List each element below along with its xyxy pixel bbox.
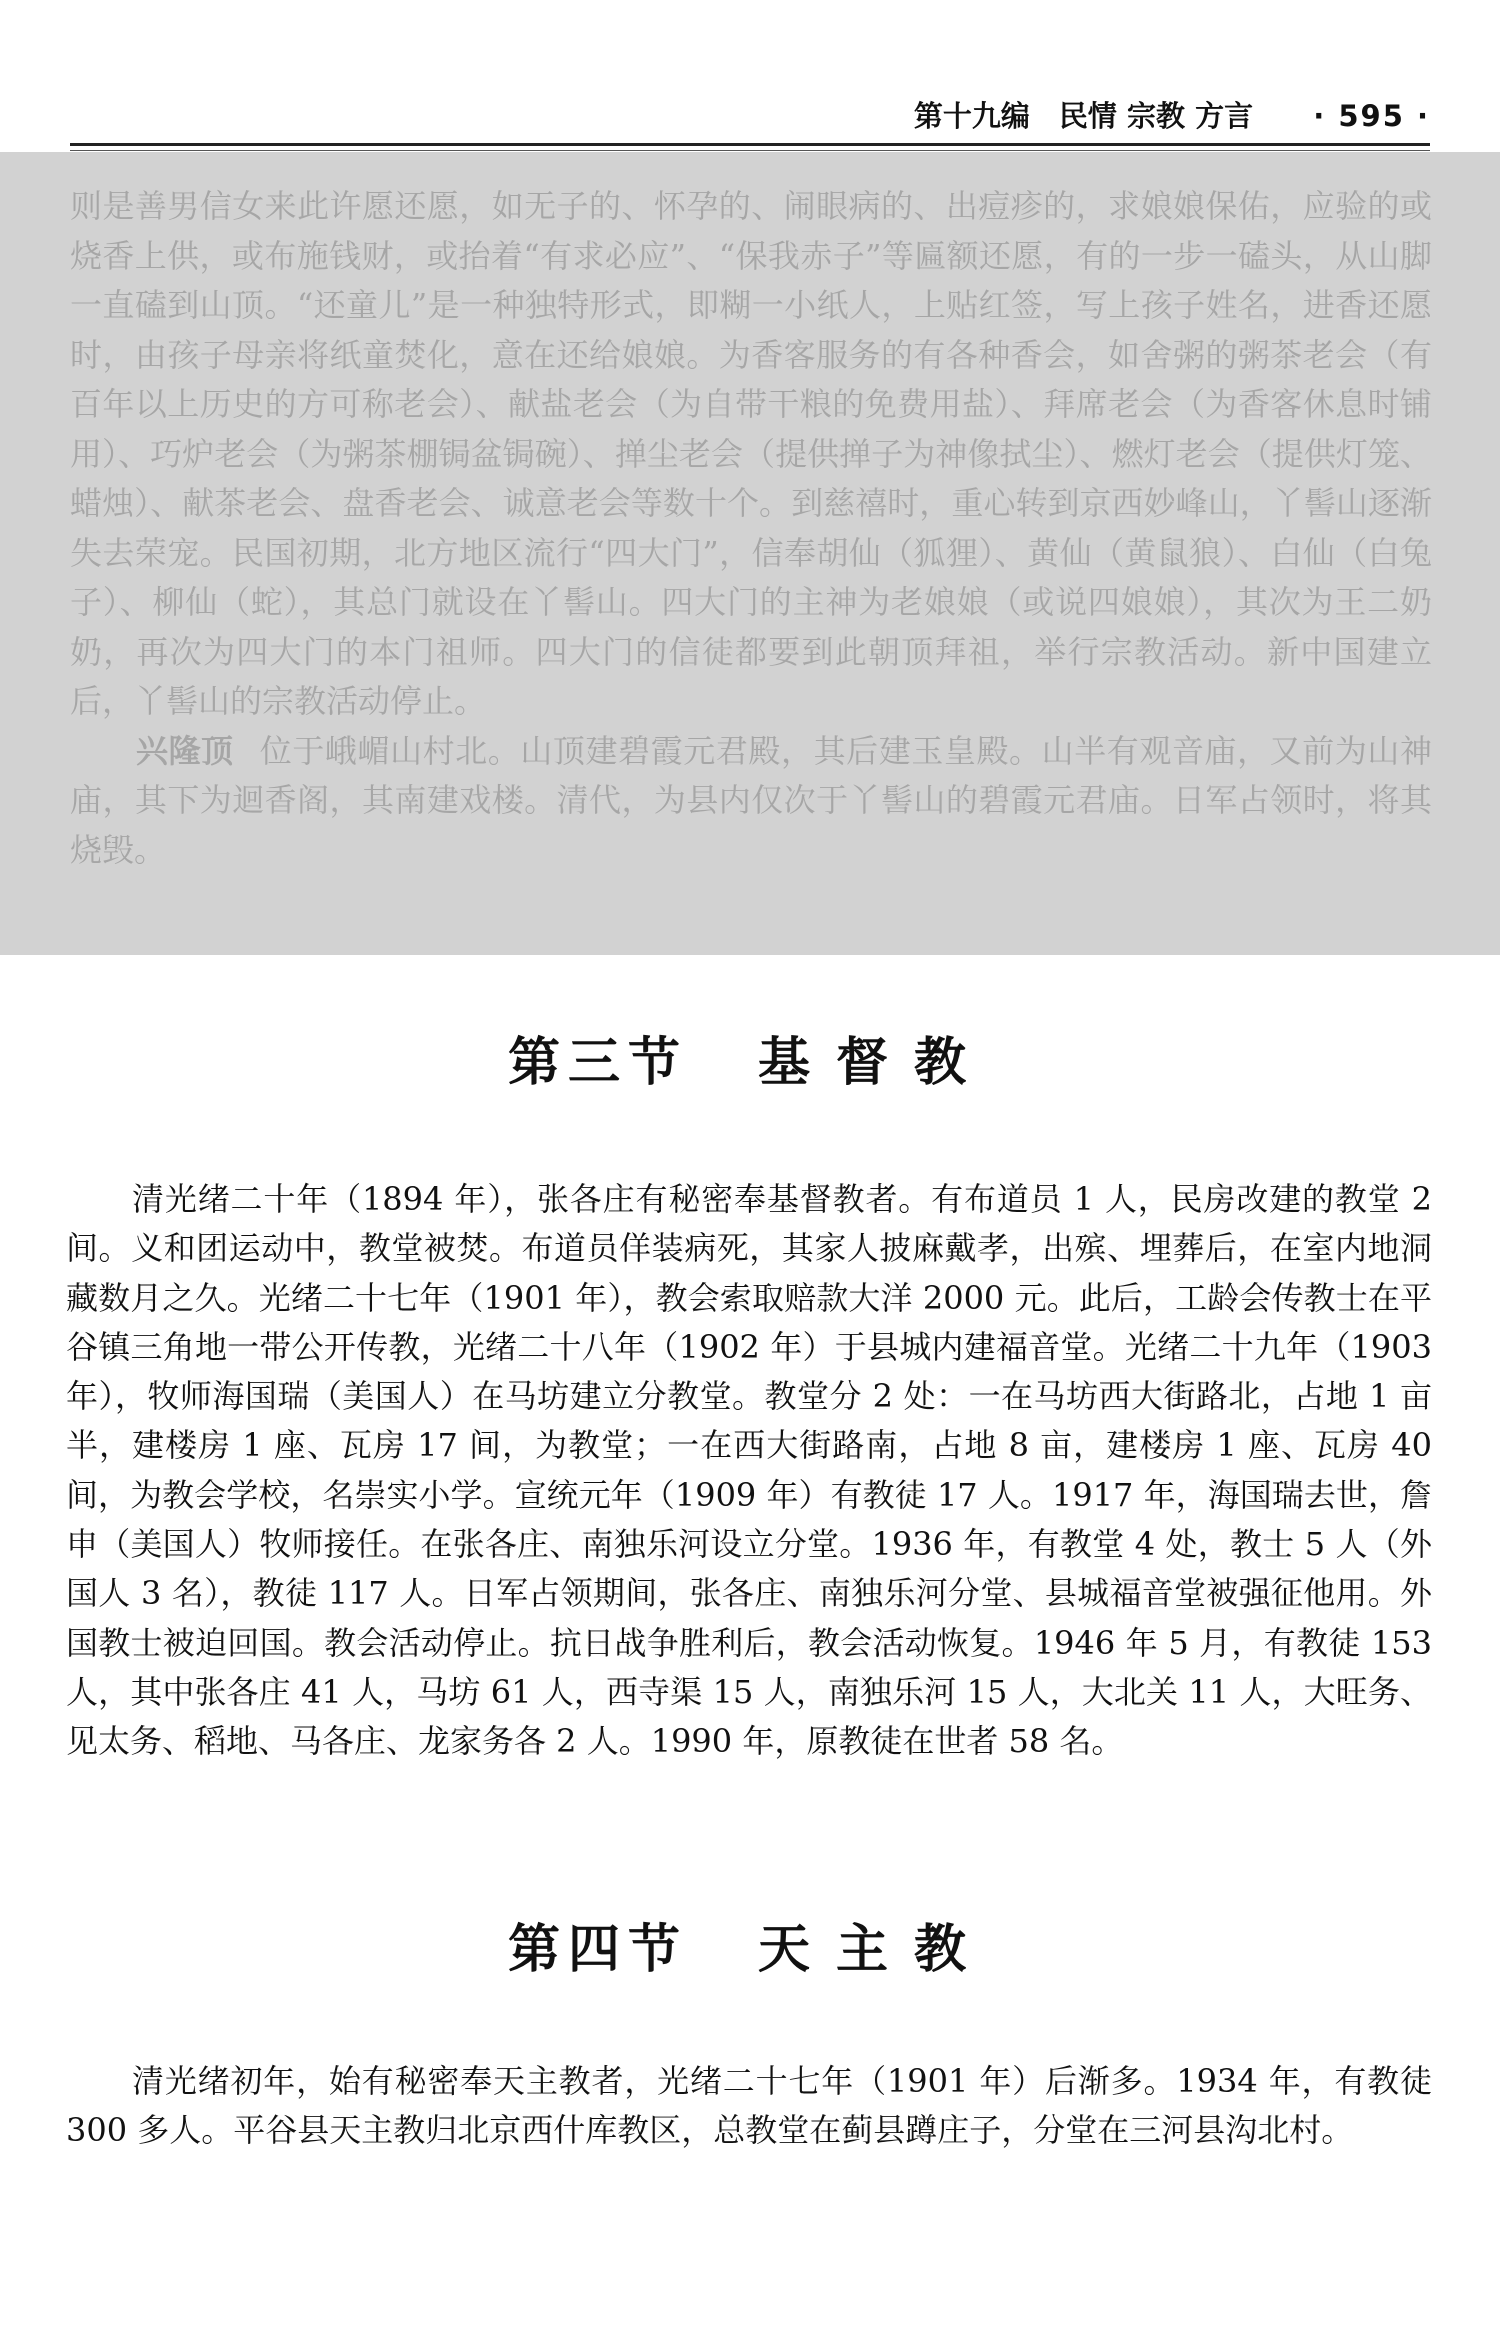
body-paragraph: 清光绪二十年（1894 年），张各庄有秘密奉基督教者。有布道员 1 人，民房改建的教堂 2 间。义和团运动中，教堂被焚。布道员佯装病死，其家人披麻戴孝，出殡、埋葬后，在室内地洞藏数月之久。光绪二十七年（1901 年），教会索取赔款大洋 2000 元。此后，工龄会传教士在平谷镇三角地一带公开传教，光绪二十八年（1902 年）于县城内建福音堂。光绪二十九年（1903 年），牧师海国瑞（美国人）在马坊建立分教堂。教堂分 2 处：一在马坊西大街路北，占地 1 亩半，建楼房 1 座、瓦房 17 间，为教堂；一在西大街路南，占地 8 亩，建楼房 1 座、瓦房 40 间，为教会学校，名崇实小学。宣统元年（1909 年）有教徒 17 人。1917 年，海国瑞去世，詹申（美国人）牧师接任。在张各庄、南独乐河设立分堂。1936 年，有教堂 4 处，教士 5 人（外国人 3 名），教徒 117 人。日军占领期间，张各庄、南独乐河分堂、县城福音堂被强征他用。外国教士被迫回国。教会活动停止。抗日战争胜利后，教会活动恢复。1946 年 5 月，有教徒 153 人，其中张各庄 41 人，马坊 61 人，西寺渠 15 人，南独乐河 15 人，大北关 11 人，大旺务、见太务、稻地、马各庄、龙家务各 2 人。1990 年，原教徒在世者 58 名。 <box>66 1180 1432 1761</box>
section-title-catholicism <box>0 1915 1500 1985</box>
section-number: 第四节 <box>507 1919 688 1980</box>
section-body-christianity <box>66 1175 1432 1767</box>
section-number: 第三节 <box>507 1032 688 1093</box>
body-paragraph: 清光绪初年，始有秘密奉天主教者，光绪二十七年（1901 年）后渐多。1934 年，有教徒 300 多人。平谷县天主教归北京西什库教区，总教堂在蓟县蹲庄子，分堂在三河县沟北村。 <box>66 2062 1432 2150</box>
running-header <box>70 96 1430 136</box>
page-number: · 595 · <box>1313 99 1430 133</box>
header-rule-thin <box>70 150 1430 151</box>
section-name: 天主教 <box>758 1919 993 1980</box>
header-rule <box>70 143 1430 146</box>
entry-text: 位于峨嵋山村北。山顶建碧霞元君殿，其后建玉皇殿。山半有观音庙，又前为山神庙，其下为迴香阁，其南建戏楼。清代，为县内仅次于丫髻山的碧霞元君庙。日军占领时，将其烧毁。 <box>70 731 1432 869</box>
header-section-label: 第十九编 民情 宗教 方言 <box>913 99 1254 133</box>
section-name: 基督教 <box>758 1032 993 1093</box>
entry-term: 兴隆顶 <box>136 731 234 770</box>
entry-paragraph <box>70 727 1432 876</box>
continued-passage <box>70 182 1432 875</box>
continued-paragraph: 则是善男信女来此许愿还愿，如无子的、怀孕的、闹眼病的、出痘疹的，求娘娘保佑，应验的或烧香上供，或布施钱财，或抬着“有求必应”、“保我赤子”等匾额还愿，有的一步一磕头，从山脚一直磕到山顶。“还童儿”是一种独特形式，即糊一小纸人，上贴红签，写上孩子姓名，进香还愿时，由孩子母亲将纸童焚化，意在还给娘娘。为香客服务的有各种香会，如舍粥的粥茶老会（有百年以上历史的方可称老会）、献盐老会（为自带干粮的免费用盐）、拜席老会（为香客休息时铺用）、巧炉老会（为粥茶棚锔盆锔碗）、掸尘老会（提供掸子为神像拭尘）、燃灯老会（提供灯笼、蜡烛）、献茶老会、盘香老会、诚意老会等数十个。到慈禧时，重心转到京西妙峰山，丫髻山逐渐失去荣宠。民国初期，北方地区流行“四大门”，信奉胡仙（狐狸）、黄仙（黄鼠狼）、白仙（白兔子）、柳仙（蛇），其总门就设在丫髻山。四大门的主神为老娘娘（或说四娘娘），其次为王二奶奶，再次为四大门的本门祖师。四大门的信徒都要到此朝顶拜祖，举行宗教活动。新中国建立后，丫髻山的宗教活动停止。 <box>70 187 1432 720</box>
section-body-catholicism <box>66 2057 1432 2156</box>
section-title-christianity <box>0 1028 1500 1098</box>
